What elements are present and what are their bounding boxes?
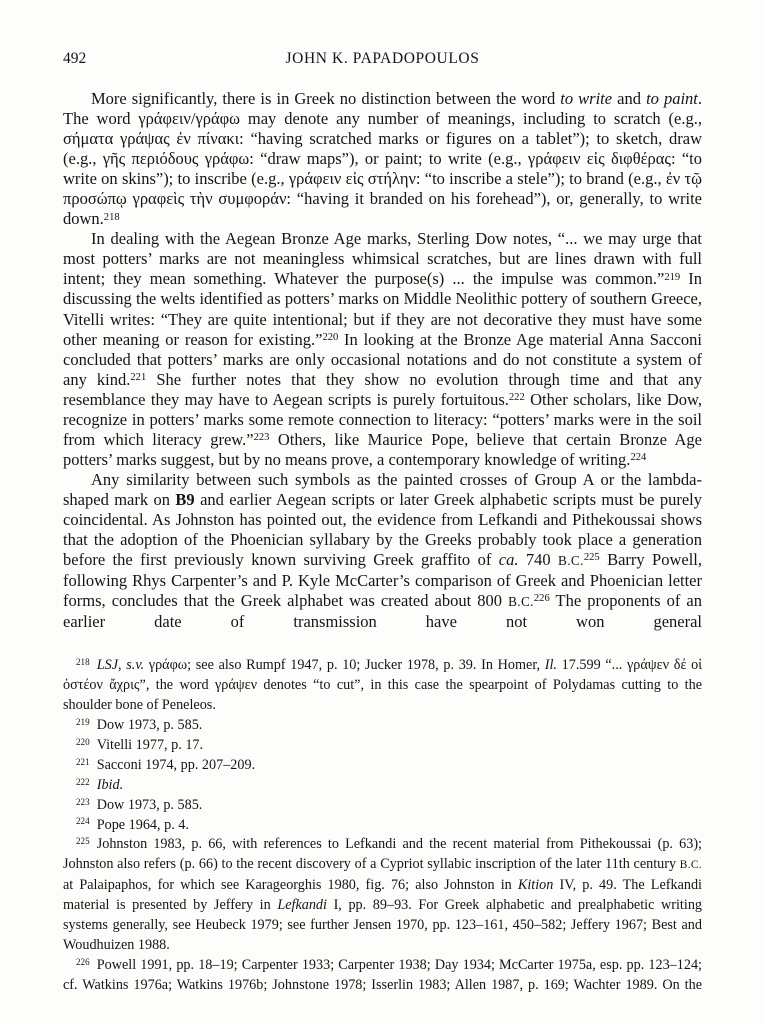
footnote-number: 226	[76, 956, 90, 967]
text-segment: Powell 1991, pp. 18–19; Carpenter 1933; Carpenter 1938; Day 1934; McCarter 1975a, esp. pp. 123–124; cf. Watkins 1976a; Watkins 1976b; Johnstone 1978; Isserlin 1983; Allen 1987, p. 169; Wachter 1989. On the	[63, 956, 702, 993]
text-segment: Other scholars, like Dow, recognize in potters’ marks some remote connection to literacy: “potters’ marks were in the soil from which literacy grew.”	[63, 389, 702, 449]
text-segment: B.C.	[508, 594, 534, 610]
paragraph	[63, 470, 702, 632]
text-segment: and earlier Aegean scripts or later Greek alphabetic scripts must be purely coincidental. As Johnston has pointed out, the evidence from Lefkandi and Pithekoussai shows that the adoption of the Phoenician syllabary by the Greeks probably took place a generation before the first previously known surviving Greek graffito of	[63, 489, 702, 570]
text-segment: B.C.	[679, 859, 702, 872]
footnote-226	[63, 956, 702, 996]
text-segment: Dow 1973, p. 585.	[96, 716, 203, 733]
footnote-reference: 221	[130, 371, 147, 383]
footnote-number: 224	[76, 816, 90, 827]
text-segment: B9	[175, 489, 195, 509]
text-segment: Barry Powell, following Rhys Carpenter’s and P. Kyle McCarter’s comparison of Greek and Phoenician letter forms, concludes that the Greek alphabet was created about 800	[63, 550, 703, 611]
text-segment: LSJ	[96, 657, 118, 674]
text-segment: Pope 1964, p. 4.	[96, 816, 189, 833]
footnote-reference: 226	[533, 593, 550, 605]
text-segment: to write	[560, 89, 613, 108]
text-segment: Il.	[544, 657, 557, 674]
text-segment: I, pp. 89–93. For Greek alphabetic and prealphabetic writing systems generally, see Heubeck 1979; see further Jensen 1970, pp. 123–161, 450–582; Jeffery 1967; Best and Woudhuizen 1988.	[63, 897, 703, 953]
text-segment: More significantly, there is in Greek no distinction between the word	[91, 89, 561, 108]
footnote-224	[63, 816, 702, 836]
footnote-219	[63, 716, 702, 736]
text-segment: at Palaipaphos, for which see Karageorghis 1980, fig. 76; also Johnston in	[63, 877, 518, 894]
body-text	[63, 89, 702, 632]
text-segment: Others, like Maurice Pope, believe that certain Bronze Age potters’ marks suggest, but by no means prove, a contemporary knowledge of writing.	[63, 429, 702, 469]
text-segment: B.C.	[558, 553, 584, 569]
text-segment: In looking at the Bronze Age material Anna Sacconi concluded that potters’ marks are only occasional notations and do not constitute a system of any kind.	[63, 329, 702, 389]
footnote-reference: 219	[664, 271, 681, 283]
footnote-number: 223	[76, 796, 90, 807]
footnote-number: 219	[76, 716, 90, 727]
text-segment: . The word γράφειν/γράφω may denote any number of meanings, including to scratch (e.g., σήματα γράψας ἐν πίνακι: “having scratched marks or figures on a tablet”); to sketch, draw (e.g., γῆς περιόδους γράφω: “draw maps”), or paint; to write (e.g., γράφειν εἰς διφθέρας: “to write on skins”); to inscribe (e.g., γράφειν εἰς στήλην: “to inscribe a stele”); to brand (e.g., ἐν τῷ προσώπῳ γραφεὶς τὴν συμφοράν: “having it branded on his forehead”), or, generally, to write down.	[63, 89, 703, 229]
text-segment: 17.599 “... γράψεν δέ οἱ ὀστέον ἄχρις”, the word γράψεν denotes “to cut”, in this case the spearpoint of Polydamas cutting to the shoulder bone of Peneleos.	[63, 657, 703, 714]
running-header	[63, 50, 702, 68]
text-segment: Ibid.	[96, 776, 124, 793]
text-segment: She further notes that they show no evolution through time and that any resemblance they may have to Aegean scripts is purely fortuitous.	[63, 369, 702, 409]
footnote-number: 218	[76, 657, 90, 668]
footnote-reference: 220	[322, 331, 339, 343]
footnote-reference: 223	[253, 432, 270, 444]
text-segment: Dow 1973, p. 585.	[96, 796, 203, 813]
text-segment: and	[612, 89, 647, 108]
footnote-223	[63, 796, 702, 816]
text-segment: In dealing with the Aegean Bronze Age marks, Sterling Dow notes, “... we may urge that most potters’ marks are not meaningless whimsical scratches, but are lines drawn with full intent; they mean something. Whatever the purpose(s) ... the impulse was common.”	[63, 229, 702, 289]
running-head-title: JOHN K. PAPADOPOULOS	[285, 50, 480, 67]
paragraph	[63, 89, 702, 229]
footnote-221	[63, 756, 702, 776]
footnote-number: 222	[76, 776, 90, 787]
footnote-225	[63, 835, 702, 955]
paragraph	[63, 229, 702, 470]
footnote-number: 220	[76, 736, 90, 747]
text-segment: In discussing the welts identified as potters’ marks on Middle Neolithic pottery of southern Greece, Vitelli writes: “They are quite intentional; but if they are not decorative they must have some other meaning or reason for existing.”	[63, 269, 702, 349]
text-segment: γράφω; see also Rumpf 1947, p. 10; Jucker 1978, p. 39. In Homer,	[144, 657, 545, 674]
footnote-222	[63, 776, 702, 796]
text-segment: Sacconi 1974, pp. 207–209.	[96, 756, 256, 773]
footnote-reference: 225	[583, 552, 600, 564]
text-segment: Any similarity between such symbols as the painted crosses of Group A or the lambda-shaped mark on	[63, 469, 702, 509]
text-segment: 740	[518, 550, 559, 570]
footnote-220	[63, 736, 702, 756]
page-number: 492	[63, 50, 87, 67]
text-segment: s.v.	[126, 657, 145, 674]
text-segment: The proponents of an earlier date of transmission have not won general	[63, 591, 703, 632]
text-segment: ,	[118, 657, 127, 674]
text-segment: Johnston 1983, p. 66, with references to Lefkandi and the recent material from Pithekoussai (p. 63); Johnston also refers (p. 66) to the recent discovery of a Cypriot syllabic inscription of the later 11th century	[63, 836, 702, 873]
text-segment: Lefkandi	[277, 897, 327, 914]
text-segment: Vitelli 1977, p. 17.	[96, 736, 204, 753]
footnote-reference: 222	[508, 391, 525, 403]
footnote-reference: 224	[630, 452, 647, 464]
text-segment: Kition	[517, 877, 554, 894]
text-segment: IV, p. 49. The Lefkandi material is presented by Jeffery in	[63, 877, 703, 914]
text-segment: to paint	[646, 89, 698, 108]
footnote-number: 225	[76, 836, 90, 847]
footnote-reference: 218	[103, 211, 120, 223]
footnote-number: 221	[76, 756, 90, 767]
text-segment: ca.	[498, 550, 519, 570]
footnote-218	[63, 656, 702, 716]
footnotes	[63, 656, 702, 995]
